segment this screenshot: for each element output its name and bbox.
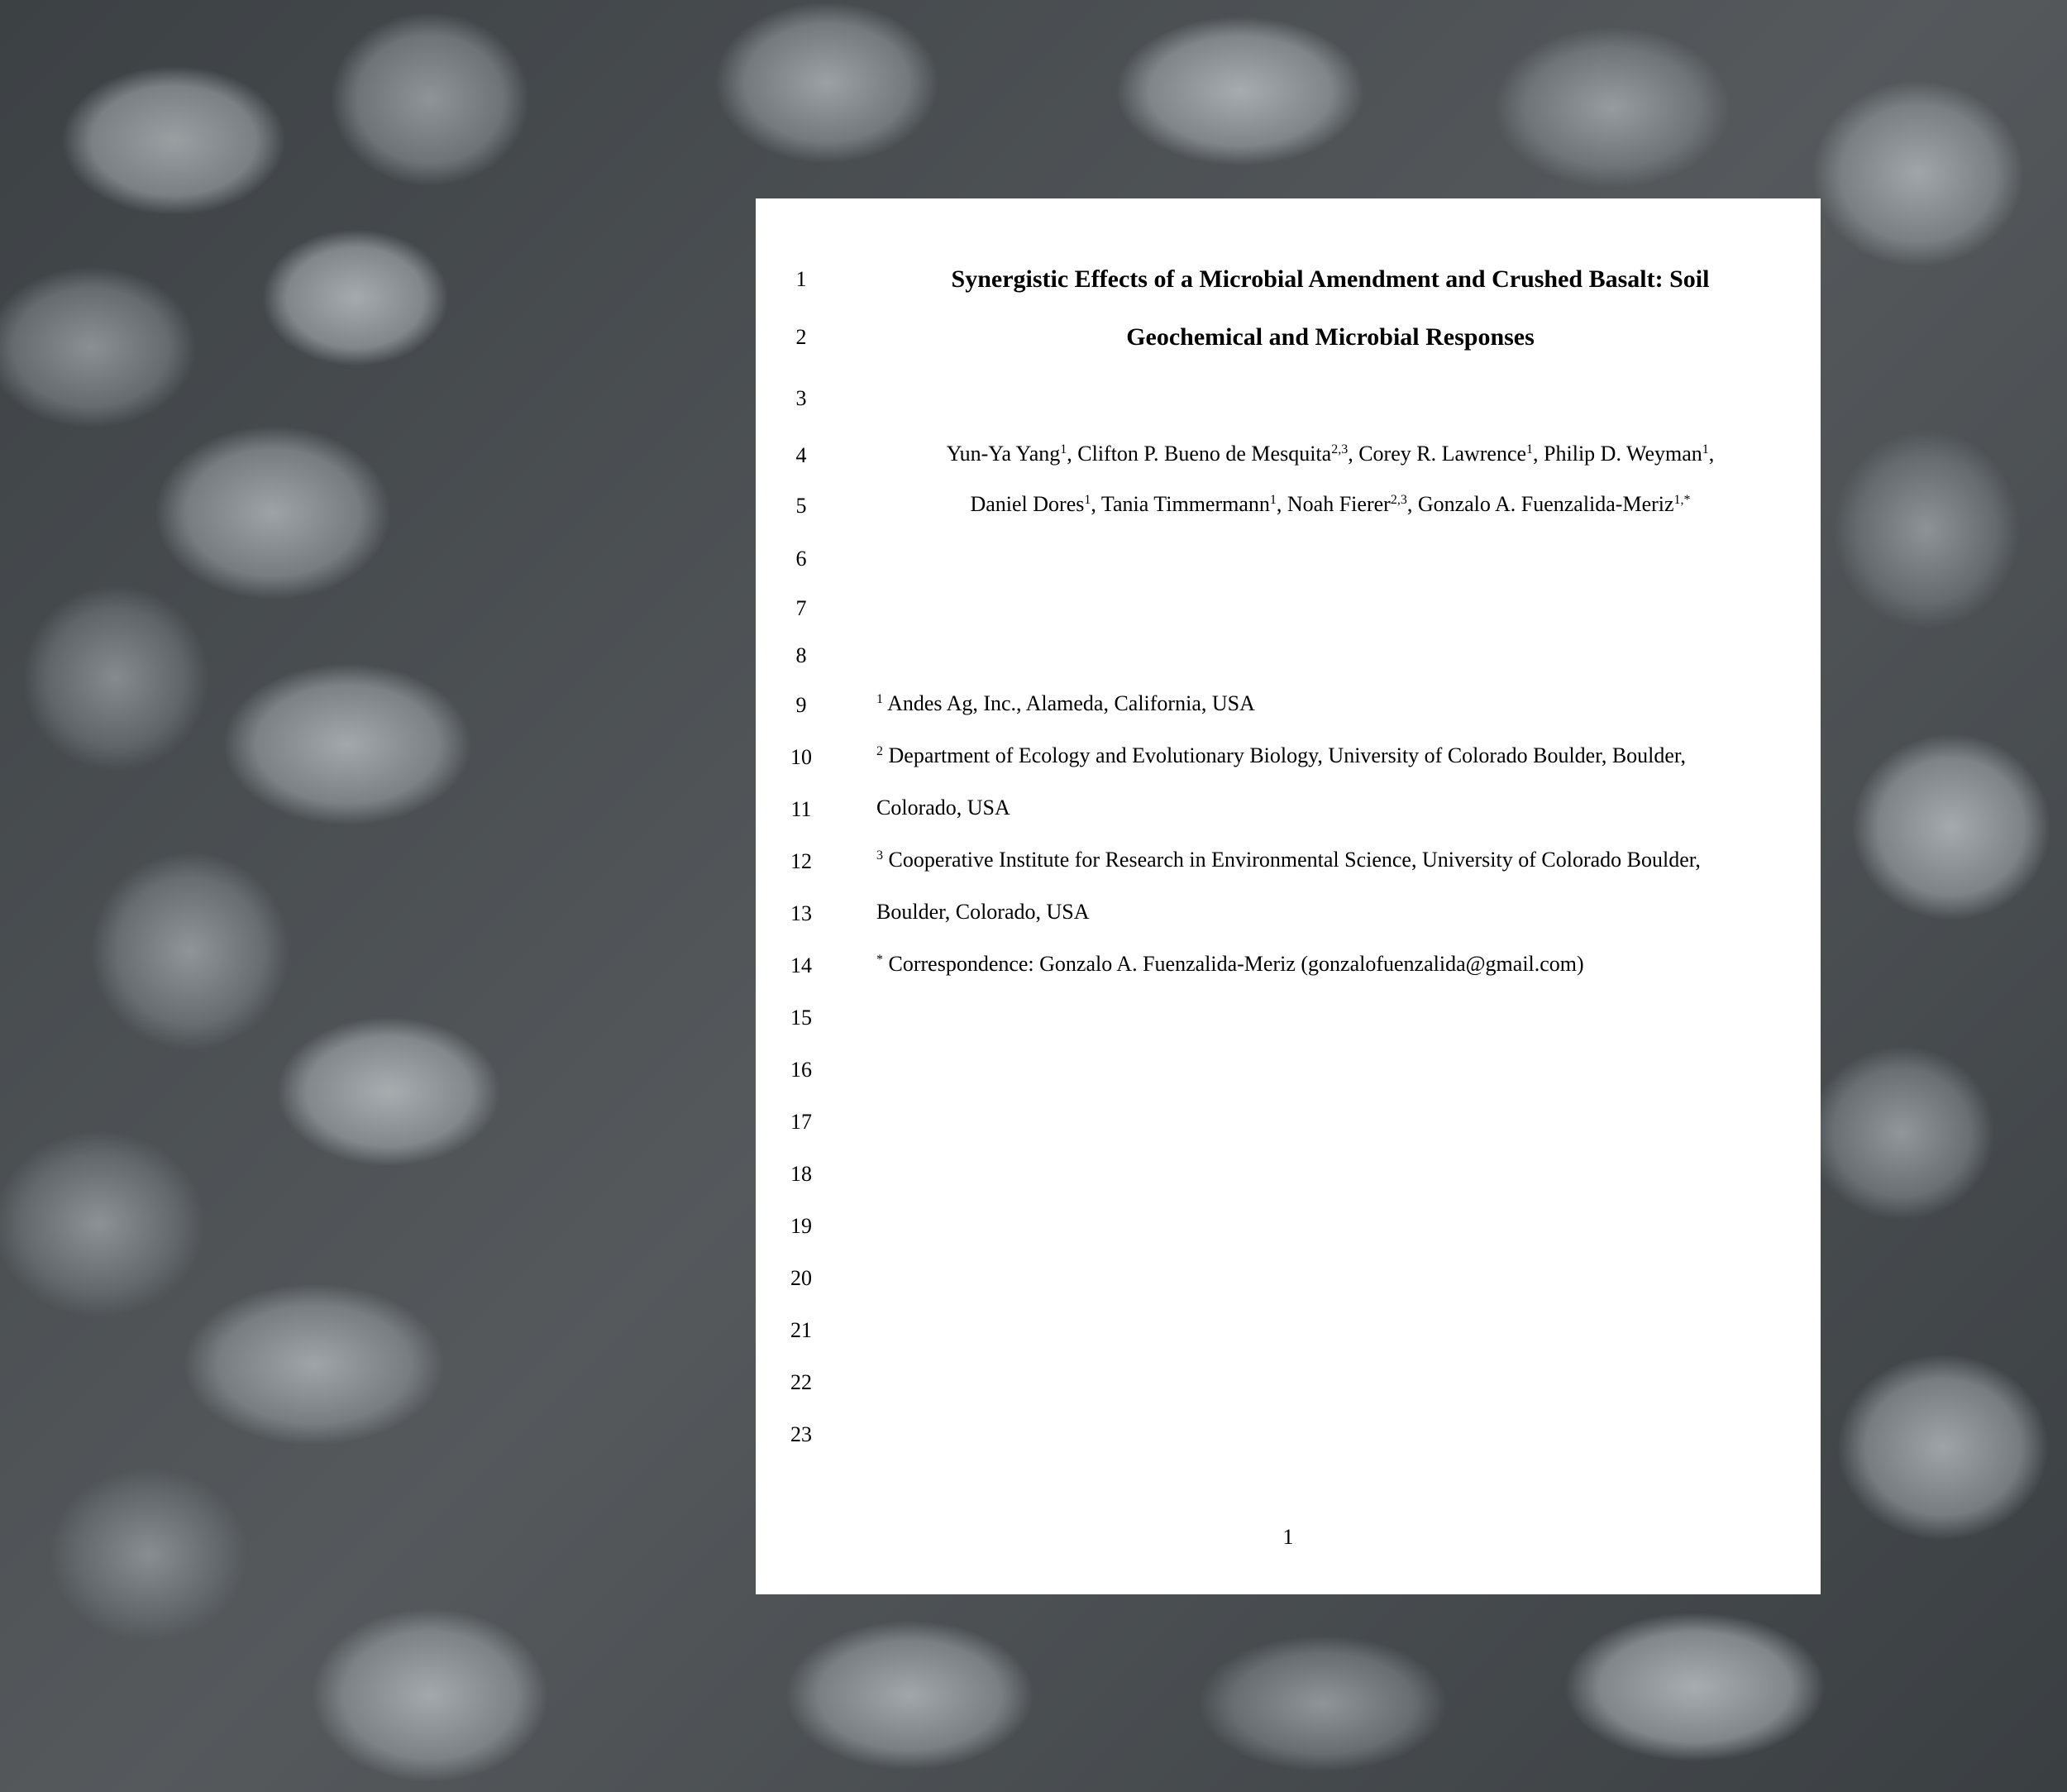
author-affiliation-marker: 1 [1526,442,1534,456]
author-name: Gonzalo A. Fuenzalida-Meriz [1417,492,1674,516]
authors-line-1 [871,442,1789,466]
affiliation-text: Boulder, Colorado, USA [876,900,1090,924]
paper-title-line-2: Geochemical and Microbial Responses [1126,323,1535,351]
line-number: 8 [795,643,807,667]
line-number: 17 [790,1110,812,1134]
author-affiliation-marker: 1 [1269,493,1277,507]
authors-line-2 [871,492,1789,517]
author-name: Daniel Dores [970,492,1085,516]
line-number: 20 [790,1266,812,1290]
affiliation-marker: 3 [876,848,883,863]
line-number: 3 [795,386,807,410]
line-number: 1 [795,267,807,291]
affiliation-3-continued [876,900,1794,925]
author-name: Clifton P. Bueno de Mesquita [1077,442,1332,466]
affiliation-2-continued [876,796,1794,820]
author-separator: , [1067,442,1078,466]
author-affiliation-marker: 2,3 [1390,493,1407,507]
line-number: 9 [795,693,807,717]
correspondence-marker: * [876,953,883,967]
line-number: 18 [790,1162,812,1186]
author-separator: , [1348,442,1359,466]
author-affiliation-marker: 1 [1702,442,1709,456]
correspondence [876,952,1794,977]
line-number: 16 [790,1058,812,1082]
author-affiliation-marker: 2,3 [1331,442,1349,456]
paper-page [756,198,1821,1594]
affiliation-text: Colorado, USA [876,796,1010,820]
author-name: Philip D. Weyman [1544,442,1702,466]
author-separator: , [1276,492,1287,516]
line-number: 14 [790,953,812,977]
line-number: 7 [795,596,807,620]
affiliation-marker: 2 [876,744,883,758]
line-number: 22 [790,1370,812,1394]
page-number: 1 [1282,1525,1294,1549]
line-number: 13 [790,901,812,925]
affiliation-text: Cooperative Institute for Research in Environmental Science, University of Colorado Boulder, [883,848,1701,872]
affiliation-1 [876,691,1794,716]
author-name: Corey R. Lawrence [1358,442,1527,466]
author-affiliation-marker: 1,* [1673,493,1691,507]
line-number: 4 [795,443,807,467]
line-number: 6 [795,547,807,571]
author-name: Yun-Ya Yang [946,442,1061,466]
line-number: 19 [790,1214,812,1238]
line-number: 5 [795,494,807,518]
line-number: 23 [790,1422,812,1446]
affiliation-3 [876,848,1794,872]
affiliation-text: Andes Ag, Inc., Alameda, California, USA [883,691,1255,715]
paper-title-line-1: Synergistic Effects of a Microbial Amendment and Crushed Basalt: Soil [951,265,1710,293]
line-number: 12 [790,849,812,873]
author-name: Tania Timmermann [1100,492,1270,516]
author-name: Noah Fierer [1287,492,1391,516]
correspondence-text: Correspondence: Gonzalo A. Fuenzalida-Meriz (gonzalofuenzalida@gmail.com) [883,952,1584,976]
affiliation-text: Department of Ecology and Evolutionary Biology, University of Colorado Boulder, Boulder, [883,743,1687,767]
line-number: 15 [790,1006,812,1030]
line-number: 10 [790,745,812,769]
author-separator: , [1708,442,1715,466]
author-affiliation-marker: 1 [1060,442,1067,456]
author-separator: , [1533,442,1544,466]
line-number: 11 [790,797,812,821]
author-separator: , [1091,492,1101,516]
author-separator: , [1406,492,1418,516]
line-number: 2 [795,325,807,349]
affiliation-2 [876,743,1794,768]
line-number: 21 [790,1318,812,1342]
affiliation-marker: 1 [876,692,883,706]
author-affiliation-marker: 1 [1084,493,1091,507]
